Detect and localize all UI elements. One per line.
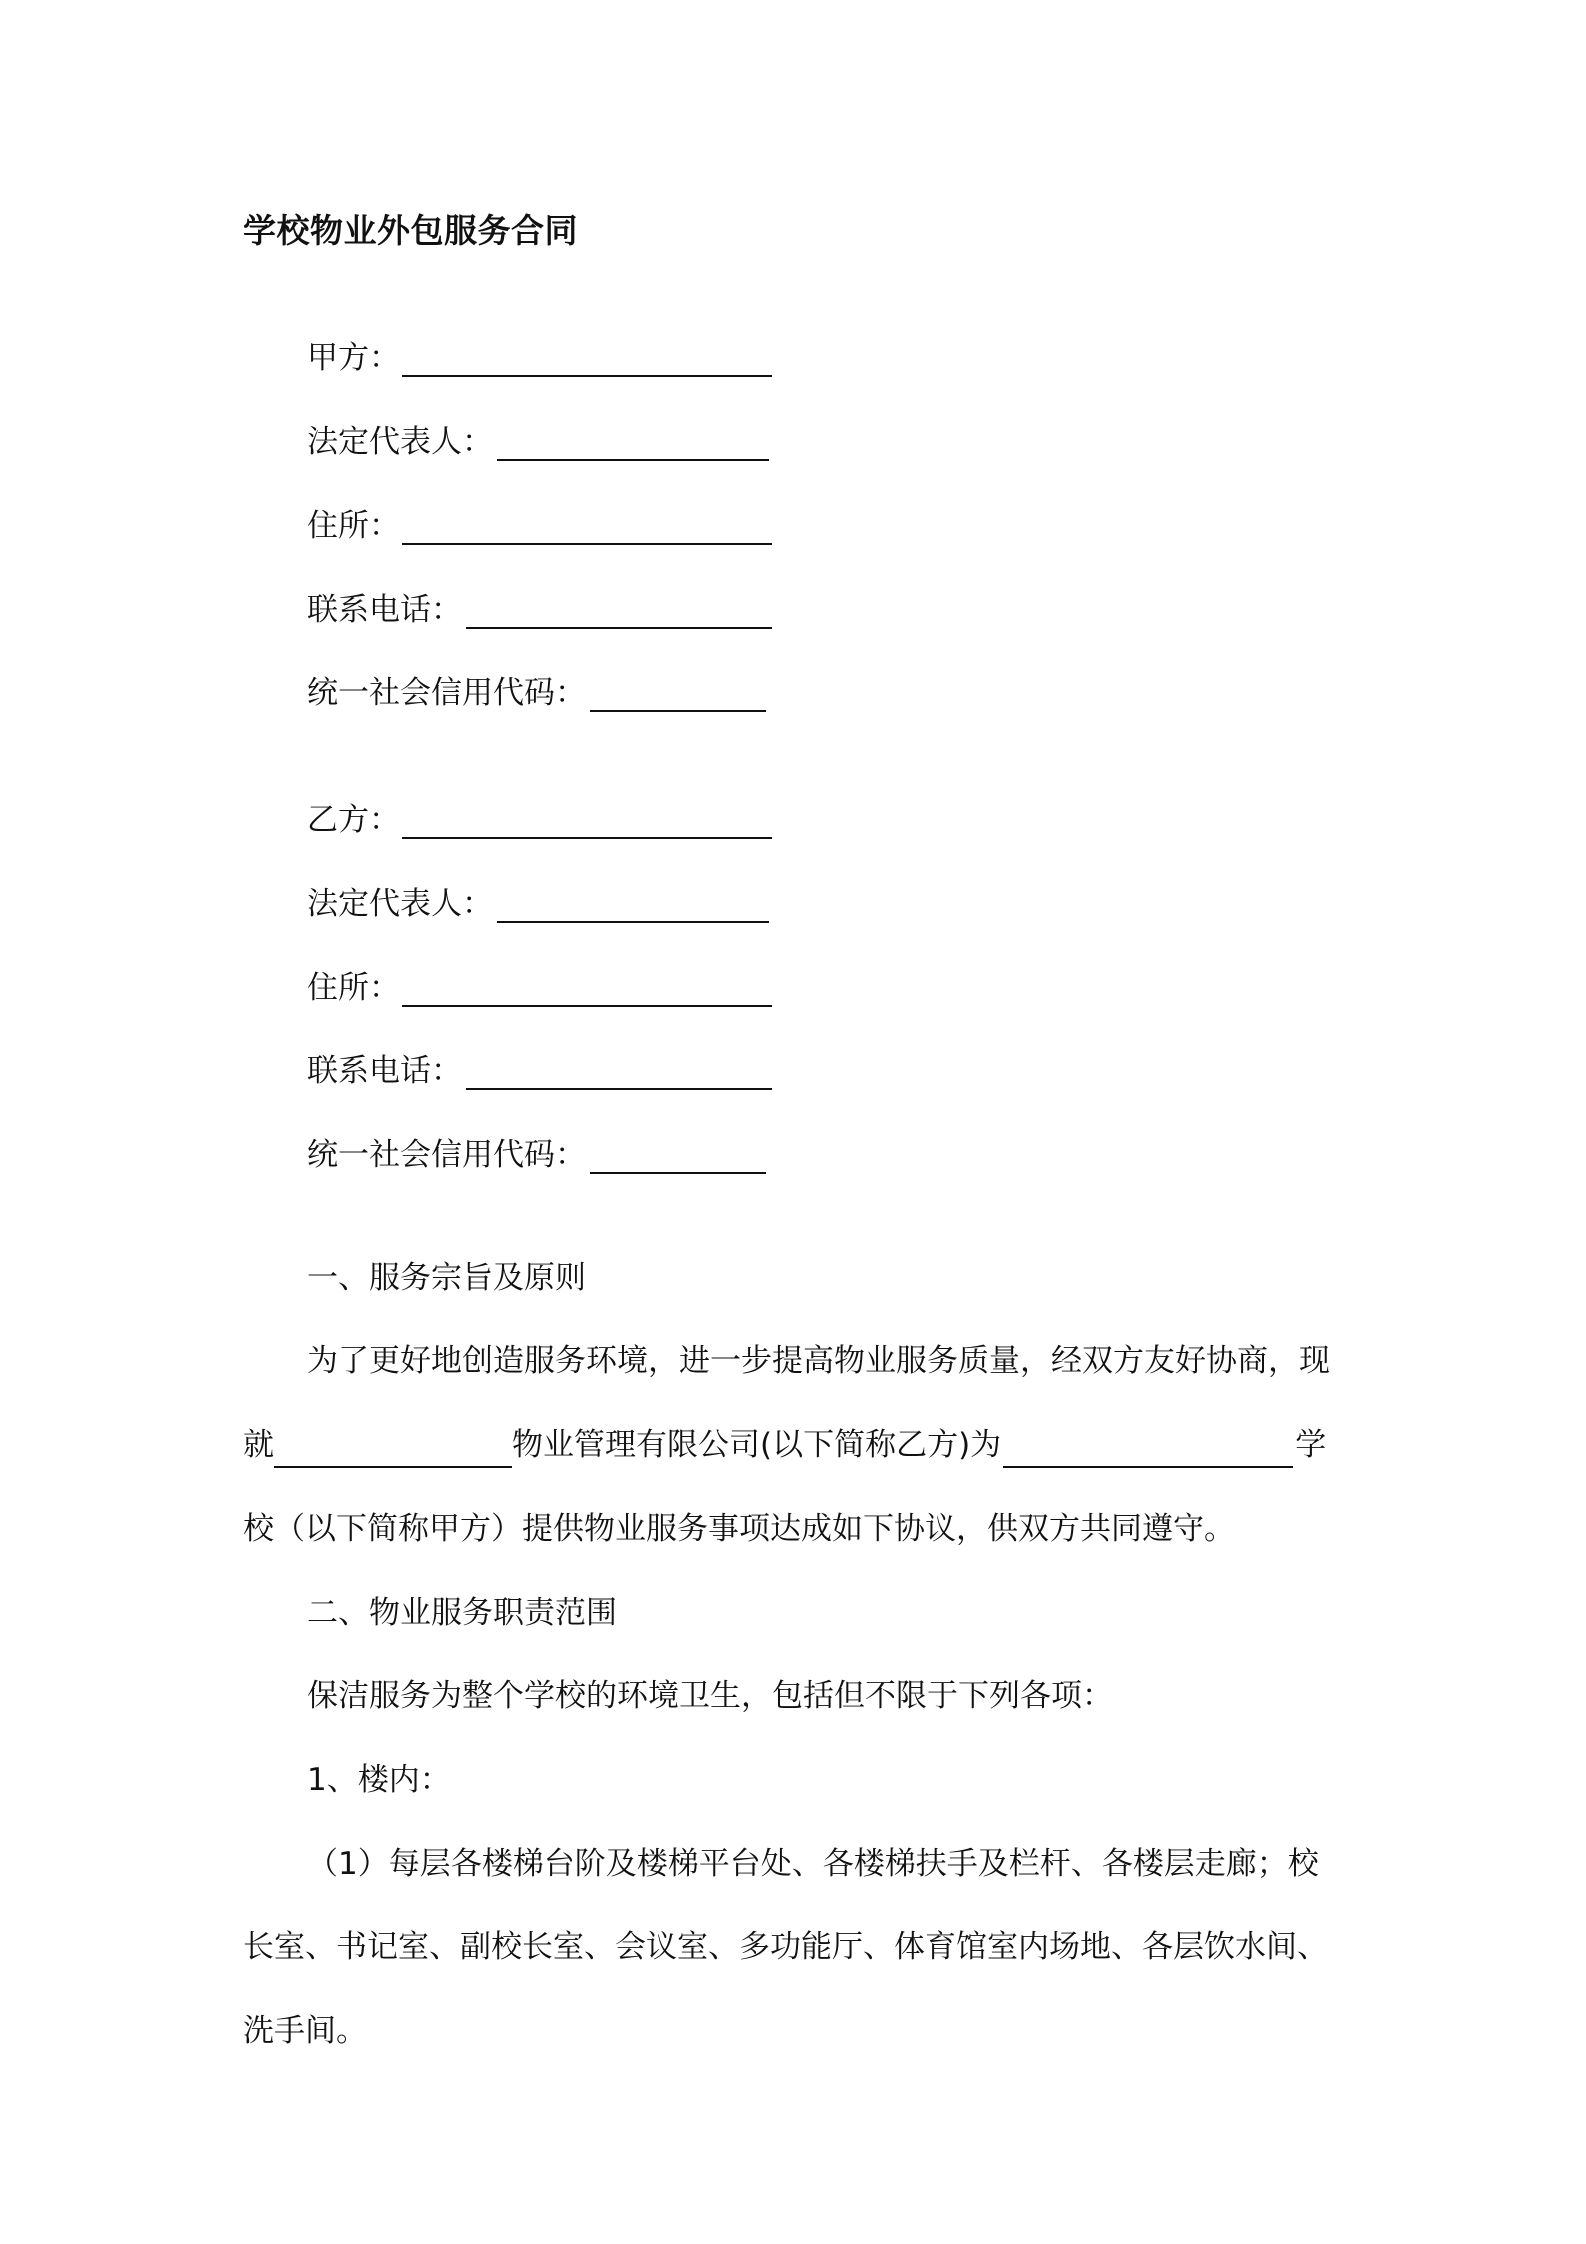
party-b-credit-blank[interactable] [590, 1136, 766, 1174]
party-b-address-blank[interactable] [402, 969, 772, 1007]
section1-line2-text-a: 就 [243, 1427, 274, 1463]
party-a-phone-field [307, 583, 772, 629]
section2-intro: 保洁服务为整个学校的环境卫生，包括但不限于下列各项： [307, 1678, 1113, 1714]
party-a-name-blank[interactable] [402, 339, 772, 377]
section1-paragraph-line1: 为了更好地创造服务环境，进一步提高物业服务质量，经双方友好协商，现 [307, 1343, 1330, 1379]
party-b-credit-field [307, 1128, 766, 1174]
party-a-rep-field [307, 415, 769, 461]
party-b-rep-field [307, 877, 769, 923]
party-a-address-label: 住所： [307, 508, 400, 544]
party-b-phone-blank[interactable] [466, 1052, 772, 1090]
document-title: 学校物业外包服务合同 [243, 211, 578, 250]
party-a-address-field [307, 499, 772, 545]
party-a-phone-label: 联系电话： [307, 592, 462, 628]
section2-item1-sub1-line2: 长室、书记室、副校长室、会议室、多功能厅、体育馆室内场地、各层饮水间、 [243, 1929, 1328, 1965]
party-a-rep-blank[interactable] [497, 423, 769, 461]
section1-line2-text-c: 学 [1295, 1427, 1327, 1463]
party-a-phone-blank[interactable] [466, 591, 772, 629]
section1-paragraph-line3: 校（以下简称甲方）提供物业服务事项达成如下协议，供双方共同遵守。 [243, 1511, 1235, 1547]
school-name-blank[interactable] [1003, 1432, 1293, 1468]
party-b-name-field [307, 793, 772, 839]
company-name-blank[interactable] [274, 1432, 512, 1468]
section1-heading: 一、服务宗旨及原则 [307, 1260, 586, 1296]
section2-item1-heading: 1、楼内： [307, 1762, 451, 1798]
party-b-phone-field [307, 1044, 772, 1090]
party-a-name-field [307, 331, 772, 377]
party-b-name-label: 乙方： [307, 802, 400, 838]
party-b-address-field [307, 961, 772, 1007]
party-a-credit-field [307, 666, 766, 712]
party-a-rep-label: 法定代表人： [307, 424, 493, 460]
party-b-phone-label: 联系电话： [307, 1053, 462, 1089]
section2-item1-sub1-line1: （1）每层各楼梯台阶及楼梯平台处、各楼梯扶手及栏杆、各楼层走廊；校 [307, 1846, 1319, 1882]
section2-item1-sub1-line3: 洗手间。 [243, 2013, 367, 2049]
party-b-name-blank[interactable] [402, 801, 772, 839]
party-a-address-blank[interactable] [402, 507, 772, 545]
party-b-credit-label: 统一社会信用代码： [307, 1137, 586, 1173]
section1-paragraph-line2 [243, 1422, 1326, 1468]
section2-heading: 二、物业服务职责范围 [307, 1595, 617, 1631]
party-a-name-label: 甲方： [307, 340, 400, 376]
party-a-credit-blank[interactable] [590, 674, 766, 712]
party-b-address-label: 住所： [307, 970, 400, 1006]
party-a-credit-label: 统一社会信用代码： [307, 675, 586, 711]
party-b-rep-label: 法定代表人： [307, 886, 493, 922]
party-b-rep-blank[interactable] [497, 885, 769, 923]
section1-line2-text-b: 物业管理有限公司(以下简称乙方)为 [512, 1427, 1002, 1463]
